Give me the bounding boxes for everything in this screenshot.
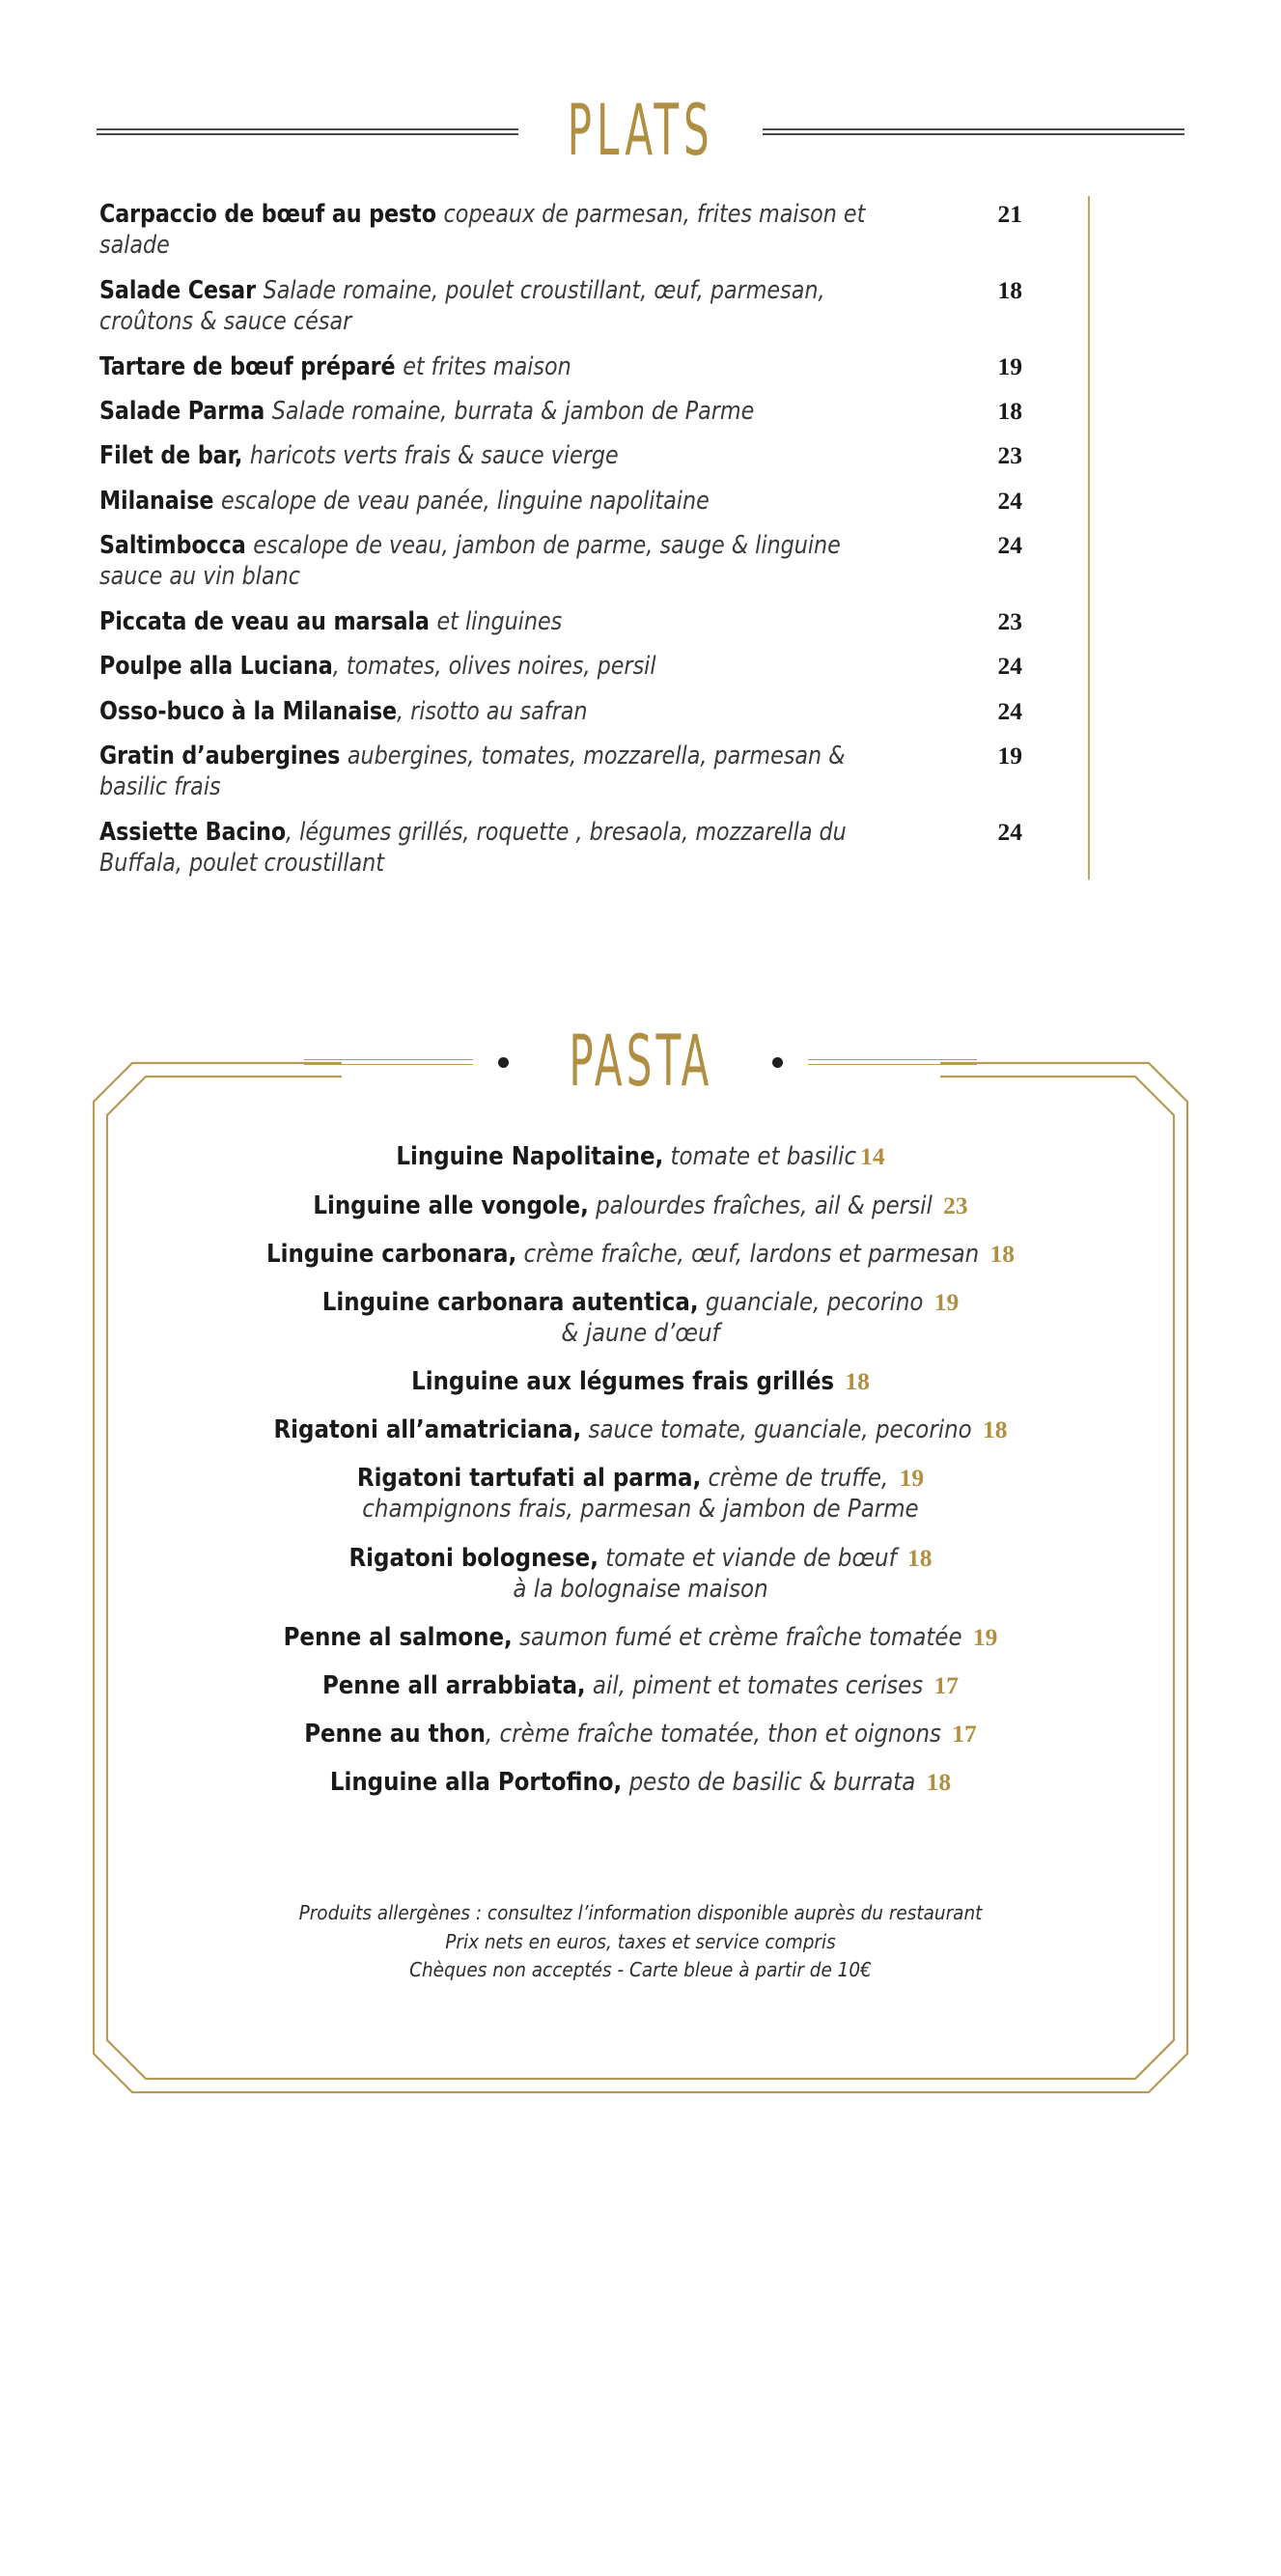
pasta-section — [0, 1021, 1281, 1806]
pasta-item-row — [150, 1662, 1131, 1710]
plats-item-description: , légumes grillés, roquette , bresaola, mozzarella du Buffala, poulet croustillant — [99, 817, 847, 878]
pasta-section-header — [92, 1021, 1189, 1103]
plats-item-name: Salade Parma — [99, 396, 272, 426]
pasta-item-row — [150, 1534, 1131, 1613]
plats-item-price: 24 — [997, 652, 1022, 681]
plats-item-price: 23 — [997, 441, 1022, 470]
plats-item-name: Milanaise — [99, 486, 222, 516]
price-column-divider — [1088, 196, 1090, 880]
plats-item-text — [99, 817, 924, 880]
plats-item-row — [99, 268, 1189, 345]
plats-item-name: Assiette Bacino — [99, 817, 287, 847]
pasta-item-name: Penne al salmone, — [283, 1622, 513, 1652]
plats-item-price: 24 — [997, 696, 1022, 725]
bullet-dot-icon-right — [772, 1057, 783, 1068]
plats-item-text — [99, 275, 924, 338]
plats-item-description: Salade romaine, poulet croustillant, œuf, parmesan, croûtons & sauce césar — [99, 275, 825, 337]
pasta-item-row — [150, 1710, 1131, 1758]
header-rule-right — [763, 128, 1184, 135]
plats-item-price: 18 — [997, 275, 1022, 304]
plats-item-description: Salade romaine, burrata & jambon de Parme — [271, 396, 755, 426]
pasta-item-row — [150, 1358, 1131, 1406]
plats-item-description: copeaux de parmesan, frites maison et salade — [99, 200, 866, 261]
pasta-item-description: palourdes fraîches, ail & persil — [588, 1190, 940, 1220]
plats-item-description: , risotto au safran — [396, 696, 588, 726]
pasta-item-description: , crème fraîche tomatée, thon et oignons — [485, 1720, 949, 1749]
pasta-item-row — [150, 1613, 1131, 1662]
pasta-item-subline: champignons frais, parmesan & jambon de Parme — [362, 1495, 919, 1525]
pasta-item-row — [150, 1230, 1131, 1278]
plats-item-price: 24 — [997, 531, 1022, 559]
plats-item-name: Salade Cesar — [99, 275, 264, 305]
plats-item-name: Gratin d’aubergines — [99, 741, 348, 770]
pasta-title: PASTA — [568, 1021, 713, 1103]
pasta-item-description: crème fraîche, œuf, lardons et parmesan — [516, 1239, 987, 1269]
plats-item-name: Osso-buco à la Milanaise — [99, 696, 397, 726]
footer-notes — [0, 1899, 1281, 2038]
plats-item-row — [99, 644, 1189, 688]
pasta-item-price: 18 — [926, 1768, 952, 1797]
plats-item-description: et frites maison — [403, 351, 571, 381]
pasta-item-row — [150, 1278, 1131, 1358]
plats-item-name: Poulpe alla Luciana — [99, 652, 333, 682]
plats-item-text — [99, 606, 924, 637]
plats-item-price: 18 — [997, 396, 1022, 425]
pasta-item-subline: & jaune d’œuf — [561, 1318, 720, 1348]
pasta-item-description: ail, piment et tomates cerises — [585, 1670, 931, 1700]
pasta-item-price: 18 — [989, 1239, 1015, 1268]
pasta-item-price: 17 — [933, 1670, 960, 1699]
pasta-item-price: 17 — [952, 1720, 977, 1748]
pasta-item-price: 23 — [943, 1190, 968, 1219]
pasta-item-price: 14 — [860, 1142, 885, 1171]
pasta-item-price: 19 — [933, 1287, 960, 1316]
plats-item-description: et linguines — [436, 606, 563, 636]
plats-item-row — [99, 389, 1189, 434]
pasta-item-row — [150, 1182, 1131, 1230]
plats-section-header — [0, 90, 1281, 173]
bullet-dot-icon-left — [498, 1057, 509, 1068]
pasta-list — [92, 1098, 1189, 1806]
plats-item-text — [99, 396, 924, 427]
plats-item-row — [99, 734, 1189, 810]
pasta-item-row — [150, 1758, 1131, 1806]
plats-item-price: 19 — [997, 741, 1022, 770]
plats-item-row — [99, 600, 1189, 644]
plats-item-text — [99, 530, 924, 593]
plats-item-price: 24 — [997, 817, 1022, 846]
plats-item-name: Saltimbocca — [99, 531, 254, 560]
plats-list — [99, 192, 1189, 885]
pasta-item-description: guanciale, pecorino — [698, 1287, 931, 1317]
plats-item-text — [99, 741, 924, 803]
plats-item-description: escalope de veau, jambon de parme, sauge & linguine sauce au vin blanc — [99, 531, 841, 592]
pasta-item-name: Linguine carbonara, — [266, 1239, 517, 1269]
plats-item-price: 21 — [997, 200, 1022, 228]
footer-payment-note: Chèques non acceptés - Carte bleue à partir de 10€ — [409, 1957, 872, 1981]
pasta-rule-right — [808, 1059, 977, 1065]
plats-item-row — [99, 810, 1189, 886]
plats-item-name: Filet de bar, — [99, 441, 250, 471]
plats-item-text — [99, 199, 924, 262]
pasta-item-price: 18 — [906, 1543, 933, 1572]
plats-item-text — [99, 696, 924, 727]
plats-item-price: 24 — [997, 486, 1022, 515]
pasta-item-name: Linguine alle vongole, — [313, 1190, 589, 1220]
pasta-item-row — [150, 1406, 1131, 1454]
pasta-item-price: 18 — [982, 1415, 1008, 1444]
pasta-item-description: tomate et basilic — [663, 1142, 857, 1172]
pasta-item-name: Penne au thon — [304, 1720, 486, 1749]
pasta-item-name: Rigatoni tartufati al parma, — [356, 1464, 702, 1494]
plats-item-row — [99, 434, 1189, 478]
pasta-item-name: Linguine carbonara autentica, — [321, 1287, 699, 1317]
plats-item-row — [99, 689, 1189, 734]
pasta-item-subline: à la bolognaise maison — [513, 1574, 768, 1604]
plats-item-text — [99, 486, 924, 517]
plats-section — [0, 192, 1281, 885]
pasta-item-name: Linguine alla Portofino, — [329, 1768, 623, 1798]
plats-item-text — [99, 651, 924, 682]
pasta-item-description: crème de truffe, — [701, 1464, 896, 1494]
page-title: PLATS — [567, 90, 714, 173]
plats-item-row — [99, 523, 1189, 600]
plats-item-row — [99, 479, 1189, 523]
pasta-item-price: 19 — [899, 1464, 925, 1493]
plats-item-description: haricots verts frais & sauce vierge — [249, 441, 619, 471]
footer-allergens-note: Produits allergènes : consultez l’information disponible auprès du restaurant — [298, 1901, 983, 1925]
plats-item-name: Tartare de bœuf préparé — [99, 351, 404, 381]
footer-prices-note: Prix nets en euros, taxes et service compris — [445, 1929, 836, 1953]
pasta-rule-left — [304, 1059, 473, 1065]
plats-item-description: escalope de veau panée, linguine napolitaine — [221, 486, 710, 516]
plats-item-row — [99, 345, 1189, 389]
pasta-item-description: sauce tomate, guanciale, pecorino — [581, 1415, 979, 1445]
plats-item-price: 23 — [997, 606, 1022, 635]
pasta-item-description: saumon fumé et crème fraîche tomatée — [512, 1622, 969, 1652]
plats-item-description: , tomates, olives noires, persil — [332, 652, 656, 682]
pasta-item-description: pesto de basilic & burrata — [622, 1768, 923, 1798]
pasta-item-name: Rigatoni all’amatriciana, — [273, 1415, 582, 1445]
pasta-item-name: Linguine aux légumes frais grillés — [411, 1367, 835, 1396]
pasta-item-name: Linguine Napolitaine, — [396, 1142, 664, 1172]
plats-item-description: aubergines, tomates, mozzarella, parmesan & basilic frais — [99, 741, 846, 802]
pasta-item-name: Penne all arrabbiata, — [321, 1670, 586, 1700]
plats-item-name: Carpaccio de bœuf au pesto — [99, 200, 444, 229]
header-rule-left — [97, 128, 518, 135]
menu-page — [0, 90, 1281, 2576]
pasta-item-price: 18 — [845, 1367, 870, 1395]
plats-item-text — [99, 351, 924, 382]
plats-item-name: Piccata de veau au marsala — [99, 606, 437, 636]
pasta-item-name: Rigatoni bolognese, — [348, 1543, 599, 1573]
plats-item-price: 19 — [997, 351, 1022, 380]
pasta-item-description: tomate et viande de bœuf — [598, 1543, 904, 1573]
plats-item-text — [99, 440, 924, 471]
pasta-item-row — [150, 1454, 1131, 1533]
plats-item-row — [99, 192, 1189, 268]
pasta-item-row — [150, 1133, 1131, 1181]
pasta-item-price: 19 — [972, 1622, 998, 1651]
